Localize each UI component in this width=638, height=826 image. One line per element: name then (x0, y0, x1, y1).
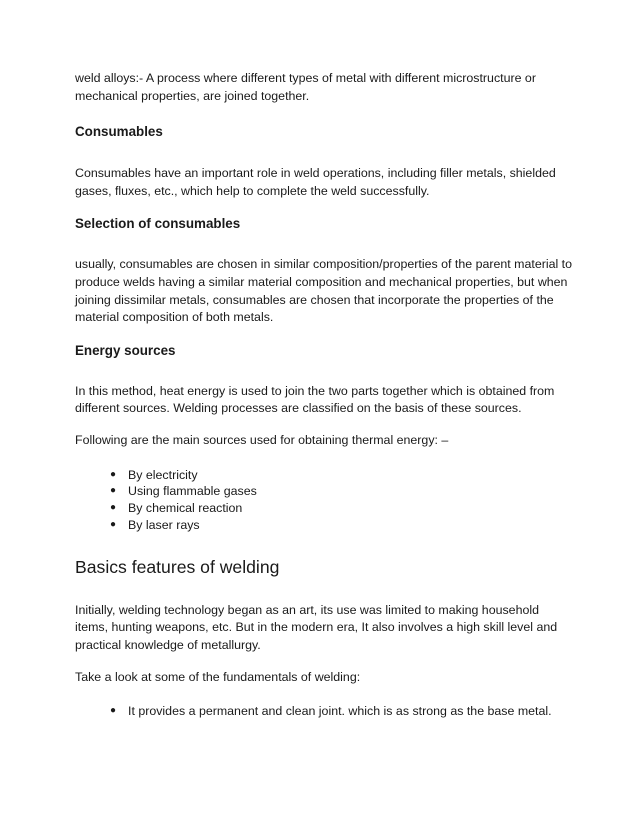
basics-list (75, 703, 575, 720)
list-item-text: By electricity (128, 467, 198, 482)
consumables-paragraph: Consumables have an important role in weld operations, including filler metals, shielded gases, fluxes, etc., which help to complete the weld successfully. (75, 166, 556, 198)
bullet-icon: ● (110, 518, 117, 530)
basics-heading: Basics features of welding (75, 556, 280, 577)
basics-paragraph-1: Initially, welding technology began as an art, its use was limited to making household items, hunting weapons, etc. But in the modern era, It also involves a high skill level and practical knowledge of metallurgy. (75, 602, 558, 652)
intro-paragraph: weld alloys:- A process where different types of metal with different microstructure or mechanical properties, are joined together. (75, 71, 536, 103)
consumables-heading: Consumables (75, 124, 163, 140)
list-item-text: Using flammable gases (128, 484, 257, 499)
energy-sources-heading: Energy sources (75, 342, 176, 358)
list-item (75, 483, 575, 500)
bullet-icon: ● (110, 468, 117, 480)
list-item-text: It provides a permanent and clean joint. which is as strong as the base metal. (128, 704, 552, 719)
basics-paragraph-2: Take a look at some of the fundamentals of welding: (75, 669, 361, 684)
list-item (75, 500, 575, 517)
bullet-icon: ● (110, 485, 117, 497)
bullet-icon: ● (110, 705, 117, 717)
bullet-icon: ● (110, 502, 117, 514)
energy-paragraph-1: In this method, heat energy is used to join the two parts together which is obtained from different sources. Welding processes are classified on the basis of these sources. (75, 383, 555, 416)
document-page (75, 70, 575, 720)
energy-sources-list (75, 467, 575, 534)
list-item (75, 517, 575, 534)
list-item-text: By laser rays (128, 517, 200, 532)
selection-heading: Selection of consumables (75, 216, 241, 232)
energy-paragraph-2: Following are the main sources used for obtaining thermal energy: – (75, 432, 449, 447)
list-item (75, 703, 575, 720)
list-item (75, 467, 575, 484)
selection-paragraph: usually, consumables are chosen in similar composition/properties of the parent material to produce welds having a similar material composition and mechanical properties, but when joining dissimilar metals, consumables are chosen that incorporate the properties of the material composition of both metals. (75, 257, 573, 325)
list-item-text: By chemical reaction (128, 501, 243, 516)
